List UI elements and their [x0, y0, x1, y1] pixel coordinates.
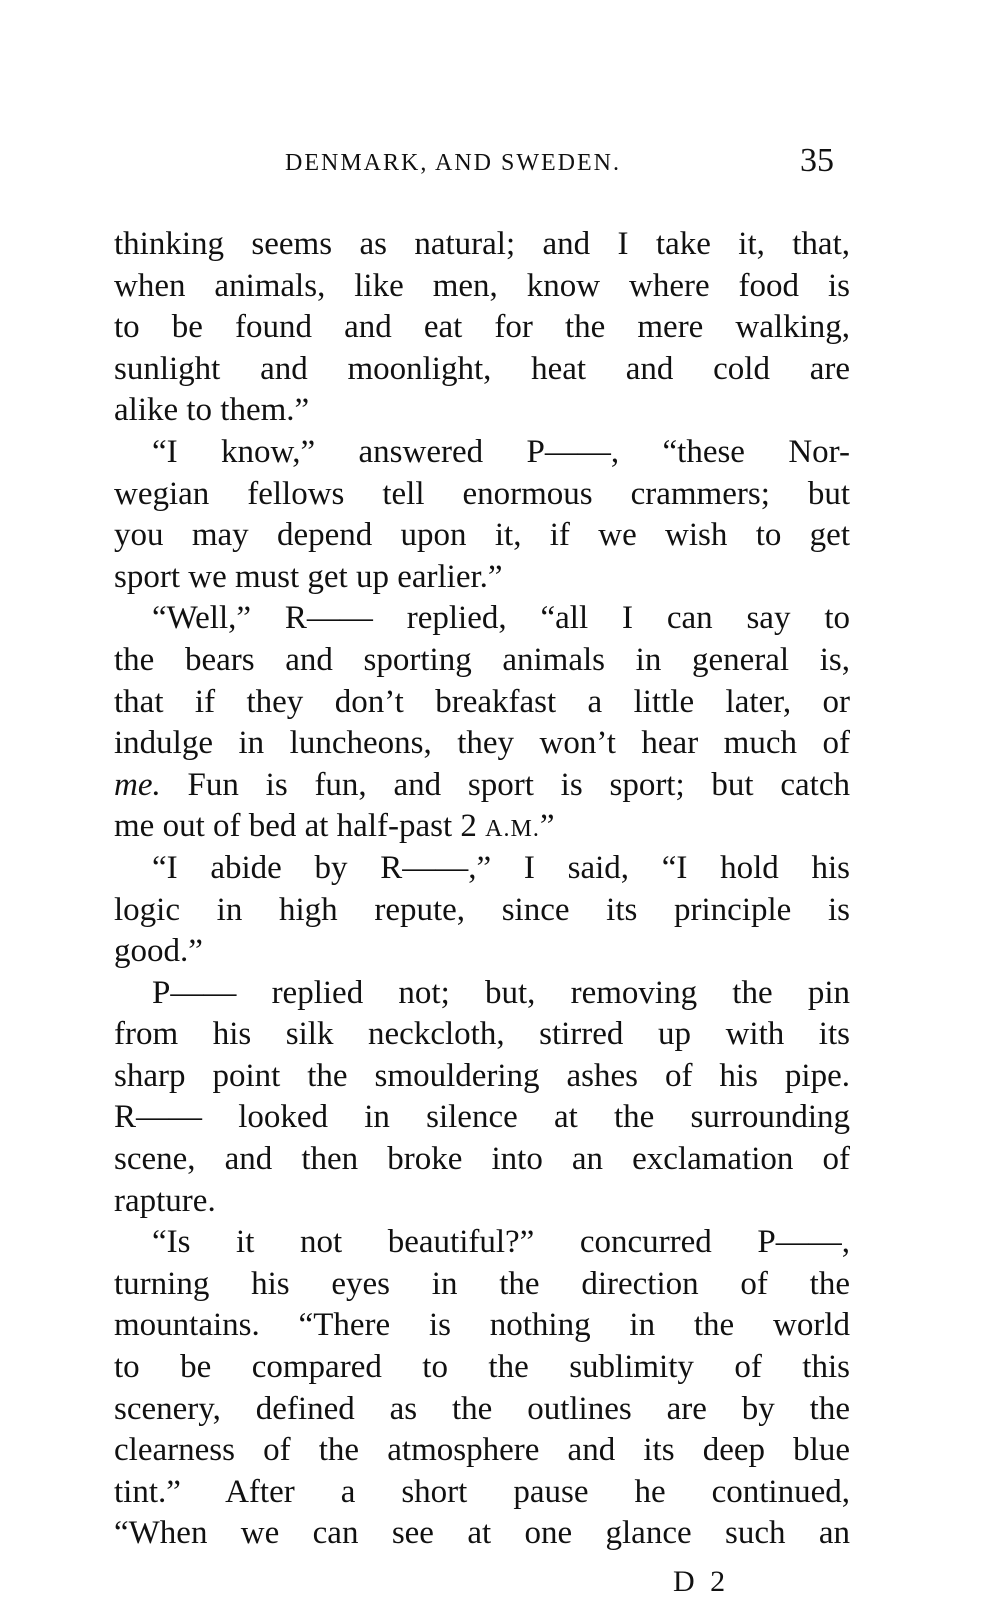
text-line: mountains. “There is nothing in the world — [114, 1307, 850, 1344]
text-line: sunlight and moonlight, heat and cold are — [114, 350, 850, 387]
text-line: me. Fun is fun, and sport is sport; but catch — [114, 766, 850, 803]
text-line: you may depend upon it, if we wish to get — [114, 517, 850, 554]
text-line: logic in high repute, since its principle is — [114, 891, 850, 928]
text-line: “I know,” answered P——, “these Nor- — [152, 433, 850, 470]
text-line: tint.” After a short pause he continued, — [114, 1473, 850, 1510]
text-line: “When we can see at one glance such an — [114, 1515, 850, 1552]
running-head — [0, 142, 1000, 182]
body-text — [114, 224, 850, 1555]
text-line: R—— looked in silence at the surrounding — [114, 1099, 850, 1136]
text-line: when animals, like men, know where food is — [114, 267, 850, 304]
text-line: scenery, defined as the outlines are by the — [114, 1390, 850, 1427]
text-line: that if they don’t breakfast a little later, or — [114, 683, 850, 720]
text-line: clearness of the atmosphere and its deep blue — [114, 1432, 850, 1469]
text-line: wegian fellows tell enormous crammers; but — [114, 475, 850, 512]
text-line: the bears and sporting animals in general is, — [114, 641, 850, 678]
text-line: rapture. — [114, 1182, 216, 1219]
text-line: me out of bed at half-past 2 A.M.” — [114, 808, 555, 845]
page-number: 35 — [800, 142, 834, 179]
text-line: scene, and then broke into an exclamation of — [114, 1141, 850, 1178]
text-line: “Well,” R—— replied, “all I can say to — [152, 600, 850, 637]
text-line: sharp point the smouldering ashes of his pipe. — [114, 1057, 850, 1094]
text-line: “Is it not beautiful?” concurred P——, — [152, 1224, 850, 1261]
text-line: from his silk neckcloth, stirred up with its — [114, 1016, 850, 1053]
text-line: indulge in luncheons, they won’t hear much of — [114, 725, 850, 762]
text-line: sport we must get up earlier.” — [114, 558, 503, 595]
text-line: P—— replied not; but, removing the pin — [152, 974, 850, 1011]
text-line: good.” — [114, 933, 203, 970]
signature-mark: D 2 — [673, 1565, 730, 1598]
text-line: “I abide by R——,” I said, “I hold his — [152, 849, 850, 886]
text-line: to be compared to the sublimity of this — [114, 1349, 850, 1386]
text-line: to be found and eat for the mere walking, — [114, 309, 850, 346]
text-line: alike to them.” — [114, 392, 310, 429]
running-title: DENMARK, AND SWEDEN. — [285, 150, 621, 176]
text-line: turning his eyes in the direction of the — [114, 1265, 850, 1302]
text-line: thinking seems as natural; and I take it, that, — [114, 226, 850, 262]
